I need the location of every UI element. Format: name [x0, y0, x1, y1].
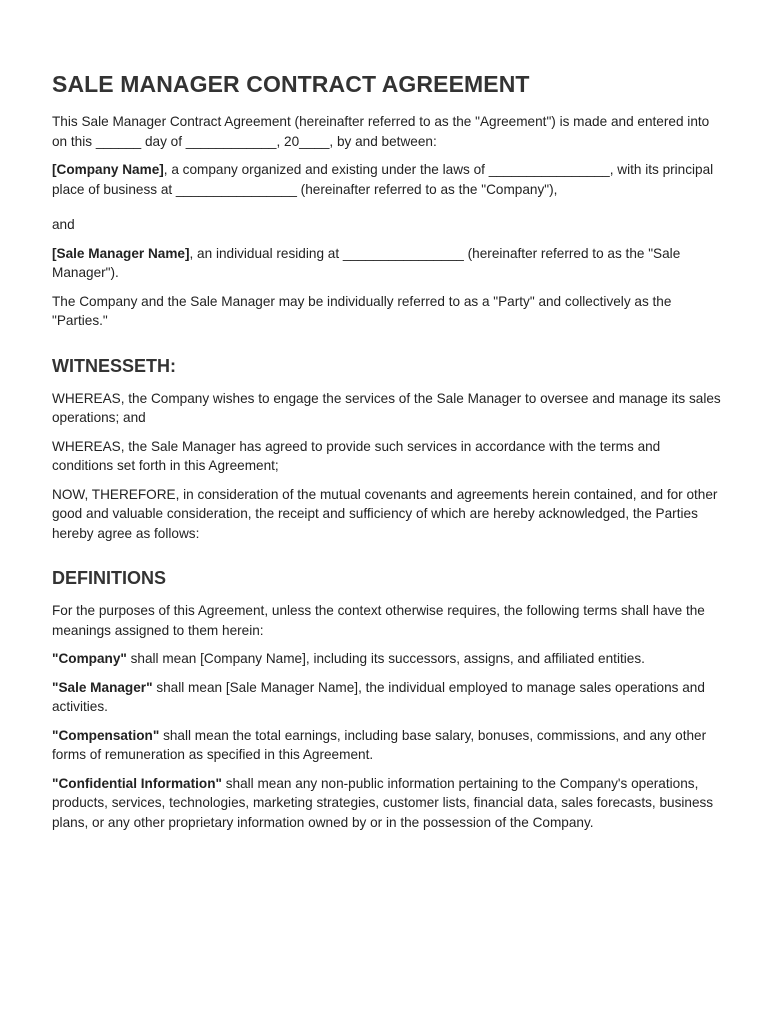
company-party-paragraph: [52, 160, 724, 199]
definition-text: shall mean [Company Name], including its successors, assigns, and affiliated entities.: [126, 651, 645, 666]
manager-party-text: , an individual residing at ________________ (hereinafter referred to as the "Sale Manager").: [52, 245, 681, 280]
definition-confidential-information: [52, 774, 724, 833]
document-title: SALE MANAGER CONTRACT AGREEMENT: [52, 71, 530, 97]
definition-sale-manager: [52, 678, 724, 717]
and-paragraph: and: [52, 217, 75, 232]
definition-company: [52, 649, 724, 669]
definitions-heading: DEFINITIONS: [52, 568, 167, 588]
definition-text: shall mean [Sale Manager Name], the individual employed to manage sales operations and activities.: [52, 679, 705, 714]
intro-paragraph: This Sale Manager Contract Agreement (hereinafter referred to as the "Agreement") is made and entered into on this ______ day of ____________, 20____, by and between:: [52, 114, 710, 149]
company-name-term: [Company Name]: [52, 162, 164, 177]
definitions-intro: For the purposes of this Agreement, unless the context otherwise requires, the following terms shall have the meanings assigned to them herein:: [52, 603, 705, 638]
definition-term: "Compensation": [52, 727, 160, 743]
definition-text: shall mean the total earnings, including base salary, bonuses, commissions, and any other forms of remuneration as specified in this Agreement.: [52, 727, 707, 762]
document-page: [52, 70, 724, 832]
whereas-paragraph-1: WHEREAS, the Company wishes to engage the services of the Sale Manager to oversee and manage its sales operations; and: [52, 390, 721, 425]
definition-term: "Company": [52, 651, 127, 666]
witnesseth-heading: WITNESSETH:: [52, 355, 176, 376]
parties-paragraph: The Company and the Sale Manager may be individually referred to as a "Party" and collectively as the "Parties.": [52, 293, 672, 328]
whereas-paragraph-2: WHEREAS, the Sale Manager has agreed to provide such services in accordance with the terms and conditions set forth in this Agreement;: [52, 438, 661, 473]
definition-term: "Sale Manager": [52, 679, 153, 695]
manager-party-paragraph: [52, 244, 724, 283]
definition-term: "Confidential Information": [52, 775, 222, 791]
company-party-text: , a company organized and existing under the laws of ________________, with its principal place of business at ________________ (hereinafter referred to as the "Company"),: [52, 162, 714, 197]
definition-compensation: [52, 726, 724, 765]
now-therefore-paragraph: NOW, THEREFORE, in consideration of the mutual covenants and agreements herein contained, and for other good and valuable consideration, the receipt and sufficiency of which are hereby acknowledged, the Parties hereby agree as follows:: [52, 486, 718, 541]
manager-name-term: [Sale Manager Name]: [52, 245, 190, 261]
definition-text: shall mean any non-public information pertaining to the Company's operations, products, services, technologies, marketing strategies, customer lists, financial data, sales forecasts, business plans, or any other proprietary information owned by or in the possession of the Company.: [52, 775, 714, 830]
